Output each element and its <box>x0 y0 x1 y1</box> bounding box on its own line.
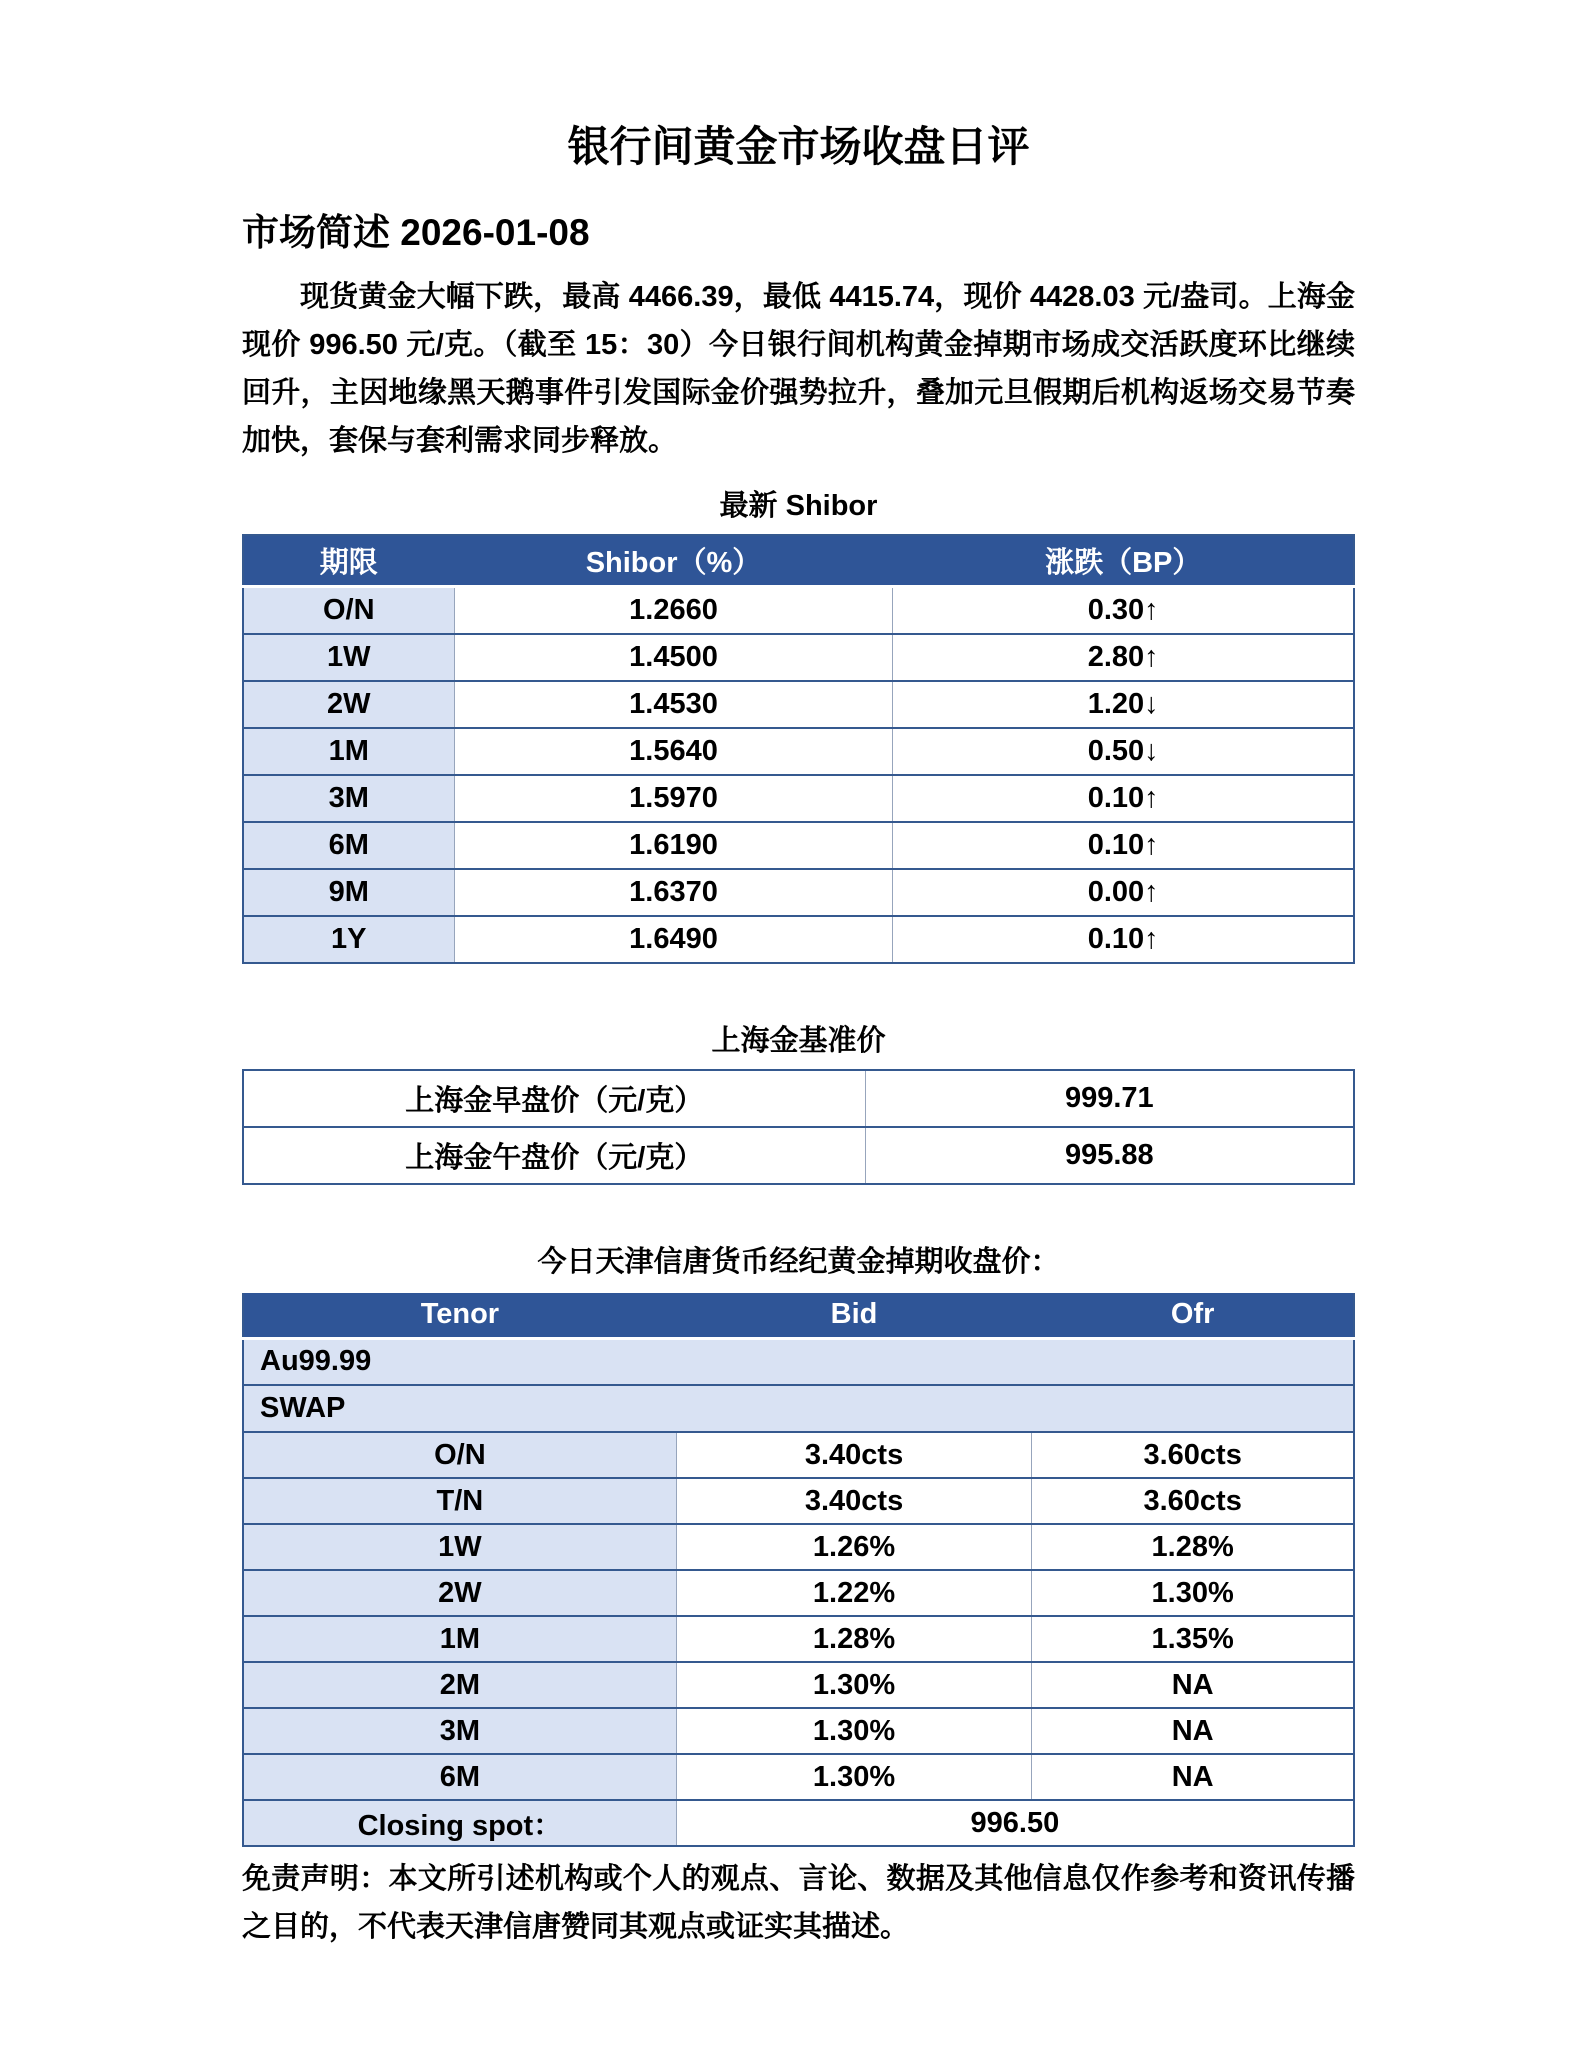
closing-spot-value: 996.50 <box>676 1800 1354 1846</box>
table-cell: 1.35% <box>1032 1616 1354 1662</box>
closing-spot-row <box>243 1800 1354 1846</box>
table-cell: T/N <box>243 1478 676 1524</box>
table-row <box>243 1127 1354 1184</box>
banner-row-au9999 <box>243 1338 1354 1385</box>
table-row <box>243 1708 1354 1754</box>
table-cell: 1M <box>243 1616 676 1662</box>
table-row <box>243 1754 1354 1800</box>
table-cell: 0.50↓ <box>893 728 1354 775</box>
table-cell: 3M <box>243 1708 676 1754</box>
banner-label-swap: SWAP <box>243 1385 1354 1432</box>
swap-banner-rows <box>243 1338 1354 1432</box>
table-row <box>243 634 1354 681</box>
table-row <box>243 822 1354 869</box>
banner-label-au9999: Au99.99 <box>243 1338 1354 1385</box>
table-cell: NA <box>1032 1662 1354 1708</box>
table-cell: 3.60cts <box>1032 1432 1354 1478</box>
section-heading: 市场简述 2026-01-08 <box>242 211 590 253</box>
benchmark-table-caption: 上海金基准价 <box>711 1024 886 1057</box>
shibor-header-row <box>243 535 1354 587</box>
table-cell: 1W <box>243 634 454 681</box>
table-cell: 3M <box>243 775 454 822</box>
table-row <box>243 587 1354 634</box>
table-cell: 0.10↑ <box>893 916 1354 963</box>
table-cell: 9M <box>243 869 454 916</box>
table-cell: 3.40cts <box>676 1478 1032 1524</box>
swap-table-caption: 今日天津信唐货币经纪黄金掉期收盘价： <box>537 1245 1060 1278</box>
table-cell: 2M <box>243 1662 676 1708</box>
table-cell: O/N <box>243 1432 676 1478</box>
shibor-table-body <box>243 587 1354 963</box>
table-cell: 1.5970 <box>454 775 893 822</box>
table-cell: 1.4500 <box>454 634 893 681</box>
table-cell: 1.5640 <box>454 728 893 775</box>
table-cell: 0.10↑ <box>893 775 1354 822</box>
shibor-table <box>242 534 1355 964</box>
table-cell: 1M <box>243 728 454 775</box>
table-cell: 3.40cts <box>676 1432 1032 1478</box>
table-cell: 6M <box>243 1754 676 1800</box>
table-cell: 1.26% <box>676 1524 1032 1570</box>
swap-header-row <box>243 1291 1354 1338</box>
swap-header-tenor: Tenor <box>243 1291 676 1338</box>
swap-header-ofr: Ofr <box>1032 1291 1354 1338</box>
page-title: 银行间黄金市场收盘日评 <box>567 123 1030 170</box>
shibor-header-change: 涨跌（BP） <box>893 535 1354 587</box>
table-cell: 2W <box>243 1570 676 1616</box>
table-cell: 0.30↑ <box>893 587 1354 634</box>
table-cell: 1.30% <box>676 1662 1032 1708</box>
market-summary-paragraph: 现货黄金大幅下跌，最高 4466.39，最低 4415.74，现价 4428.03 元/盎司。上海金现价 996.50 元/克。（截至 15：30）今日银行间机构黄金掉期市场成交活跃度环比继续回升，主因地缘黑天鹅事件引发国际金价强势拉升，叠加元旦假期后机构返场交易节奏加快，套保与套利需求同步释放。 <box>242 280 1355 457</box>
benchmark-table <box>242 1069 1355 1185</box>
shibor-header-rate: Shibor（%） <box>454 535 893 587</box>
table-row <box>243 1070 1354 1127</box>
closing-spot-label: Closing spot： <box>243 1800 676 1846</box>
table-cell: O/N <box>243 587 454 634</box>
table-cell: NA <box>1032 1708 1354 1754</box>
table-cell: 2W <box>243 681 454 728</box>
table-cell: 995.88 <box>865 1127 1354 1184</box>
swap-header-bid: Bid <box>676 1291 1032 1338</box>
table-cell: 1.2660 <box>454 587 893 634</box>
table-cell: 2.80↑ <box>893 634 1354 681</box>
table-cell: 1.30% <box>676 1708 1032 1754</box>
table-cell: 1.6370 <box>454 869 893 916</box>
table-cell: 1W <box>243 1524 676 1570</box>
table-cell: 1.20↓ <box>893 681 1354 728</box>
shibor-header-tenor: 期限 <box>243 535 454 587</box>
table-cell: 上海金午盘价（元/克） <box>243 1127 865 1184</box>
table-cell: 1.6190 <box>454 822 893 869</box>
disclaimer-text: 免责声明：本文所引述机构或个人的观点、言论、数据及其他信息仅作参考和资讯传播之目的，不代表天津信唐赞同其观点或证实其描述。 <box>242 1863 1355 1944</box>
table-row <box>243 1662 1354 1708</box>
table-cell: 1.30% <box>676 1754 1032 1800</box>
shibor-table-caption: 最新 Shibor <box>719 489 878 522</box>
table-cell: 1.30% <box>1032 1570 1354 1616</box>
table-row <box>243 681 1354 728</box>
table-cell: 1.4530 <box>454 681 893 728</box>
table-row <box>243 916 1354 963</box>
table-cell: 6M <box>243 822 454 869</box>
table-row <box>243 1570 1354 1616</box>
table-row <box>243 869 1354 916</box>
swap-table <box>242 1290 1355 1848</box>
swap-table-body <box>243 1432 1354 1800</box>
table-row <box>243 728 1354 775</box>
table-row <box>243 775 1354 822</box>
table-cell: 3.60cts <box>1032 1478 1354 1524</box>
banner-row-swap <box>243 1385 1354 1432</box>
table-cell: 上海金早盘价（元/克） <box>243 1070 865 1127</box>
table-row <box>243 1432 1354 1478</box>
table-cell: 1.28% <box>676 1616 1032 1662</box>
table-cell: 1.22% <box>676 1570 1032 1616</box>
table-row <box>243 1478 1354 1524</box>
table-row <box>243 1524 1354 1570</box>
table-cell: 0.10↑ <box>893 822 1354 869</box>
table-cell: 1.6490 <box>454 916 893 963</box>
table-cell: NA <box>1032 1754 1354 1800</box>
table-cell: 1Y <box>243 916 454 963</box>
benchmark-table-body <box>243 1070 1354 1184</box>
table-cell: 1.28% <box>1032 1524 1354 1570</box>
table-cell: 0.00↑ <box>893 869 1354 916</box>
table-row <box>243 1616 1354 1662</box>
table-cell: 999.71 <box>865 1070 1354 1127</box>
